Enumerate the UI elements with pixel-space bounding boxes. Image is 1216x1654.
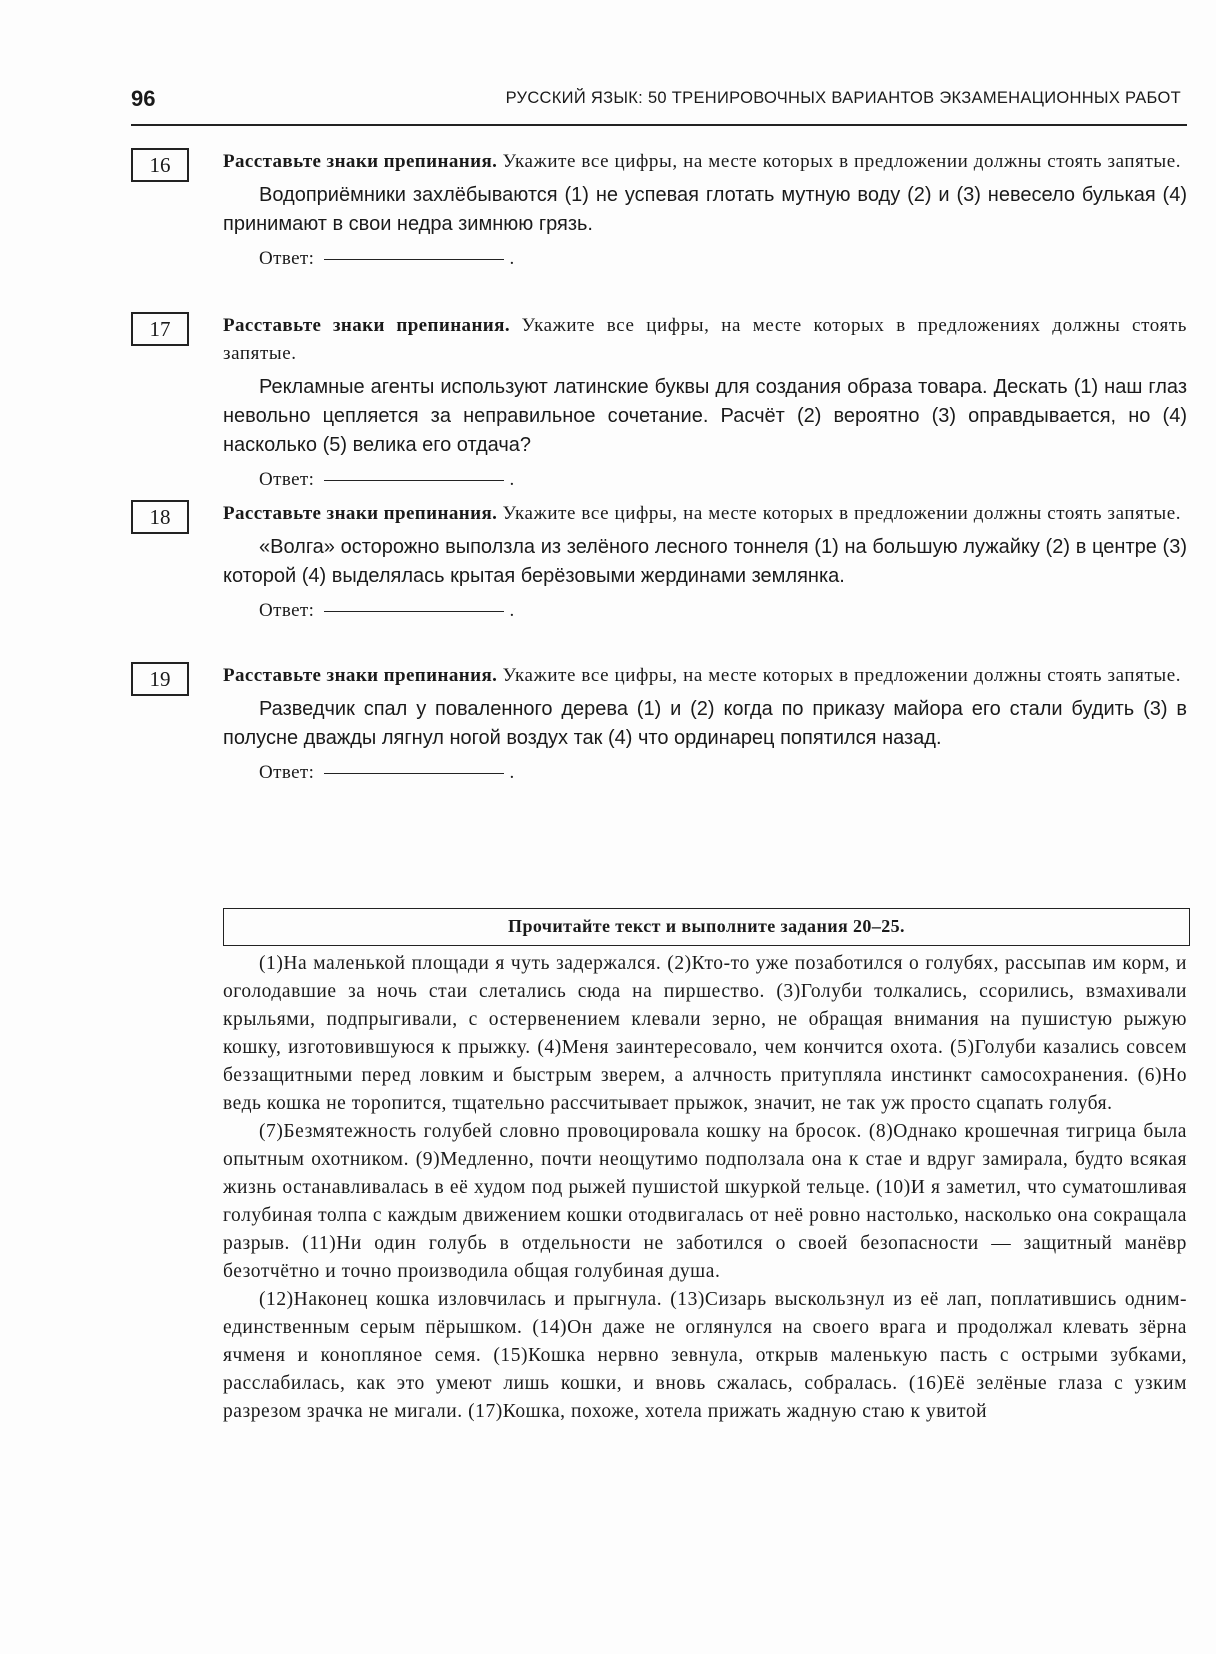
answer-end: .	[509, 762, 515, 783]
answer-field[interactable]	[324, 772, 504, 774]
page-number: 96	[131, 86, 156, 111]
instruction-rest: Укажите все цифры, на месте которых в предложении должны стоять запятые.	[497, 151, 1182, 172]
task-instruction	[223, 148, 1187, 176]
answer-label: Ответ:	[259, 248, 315, 269]
task-sentence: Разведчик спал у поваленного дерева (1) и (2) когда по приказу майора его стали будить (3) в полусне дважды лягнул ногой воздух так (4) что ординарец попятился назад.	[223, 698, 1187, 749]
answer-label: Ответ:	[259, 600, 315, 621]
instruction-bold: Расставьте знаки препинания.	[223, 151, 498, 172]
page-header	[131, 84, 1187, 126]
answer-row	[259, 469, 1187, 491]
task-number: 17	[131, 312, 189, 346]
answer-end: .	[509, 469, 515, 490]
reading-text	[223, 950, 1187, 1426]
answer-field[interactable]	[324, 610, 504, 612]
answer-label: Ответ:	[259, 469, 315, 490]
answer-end: .	[509, 600, 515, 621]
task-sentence: «Волга» осторожно выползла из зелёного лесного тоннеля (1) на большую лужайку (2) в центре (3) которой (4) выделялась крытая берёзовыми жердинами землянка.	[223, 536, 1187, 587]
task-instruction	[223, 500, 1187, 528]
answer-end: .	[509, 248, 515, 269]
answer-label: Ответ:	[259, 762, 315, 783]
book-title: РУССКИЙ ЯЗЫК: 50 ТРЕНИРОВОЧНЫХ ВАРИАНТОВ ЭКЗАМЕНАЦИОННЫХ РАБОТ	[505, 89, 1181, 107]
task-19	[131, 662, 1187, 784]
task-17	[131, 312, 1187, 491]
reading-paragraph: (12)Наконец кошка изловчилась и прыгнула. (13)Сизарь выскользнул из её лап, поплатившись одним-единственным серым пёрышком. (14)Он даже не оглянулся на своего врага и продолжал клевать зёрна ячменя и конопляное семя. (15)Кошка нервно зевнула, открыв маленькую пасть с острыми зубками, расслабилась, как это умеют лишь кошки, и вновь сжалась, собралась. (16)Её зелёные глаза с узким разрезом зрачка не мигали. (17)Кошка, похоже, хотела прижать жадную стаю к увитой	[223, 1289, 1187, 1422]
instruction-bold: Расставьте знаки препинания.	[223, 665, 498, 686]
instruction-rest: Укажите все цифры, на месте которых в предложении должны стоять запятые.	[497, 665, 1182, 686]
reading-paragraph: (7)Безмятежность голубей словно провоцировала кошку на бросок. (8)Однако крошечная тигрица была опытным охотником. (9)Медленно, почти неощутимо подползала она к стае и вдруг замирала, будто всякая жизнь останавливалась в её худом под рыжей пушистой шкуркой тельце. (10)И я заметил, что суматошливая голубиная толпа с каждым движением кошки отодвигалась от неё ровно настолько, насколько она сокращала разрыв. (11)Ни один голубь в отдельности не заботился о своей безопасности — защитный манёвр безотчётно и точно производила общая голубиная душа.	[223, 1121, 1187, 1282]
task-instruction	[223, 662, 1187, 690]
reading-banner: Прочитайте текст и выполните задания 20–25.	[223, 908, 1190, 946]
task-sentence: Водоприёмники захлёбываются (1) не успевая глотать мутную воду (2) и (3) невесело булькая (4) принимают в свои недра зимнюю грязь.	[223, 184, 1187, 235]
task-number: 18	[131, 500, 189, 534]
task-number: 19	[131, 662, 189, 696]
instruction-rest: Укажите все цифры, на месте которых в предложениях должны стоять запятые.	[223, 315, 1187, 364]
answer-row	[259, 600, 1187, 622]
task-instruction	[223, 312, 1187, 368]
task-18	[131, 500, 1187, 622]
instruction-bold: Расставьте знаки препинания.	[223, 315, 510, 336]
instruction-rest: Укажите все цифры, на месте которых в предложении должны стоять запятые.	[497, 503, 1182, 524]
task-number: 16	[131, 148, 189, 182]
instruction-bold: Расставьте знаки препинания.	[223, 503, 498, 524]
answer-row	[259, 248, 1187, 270]
task-16	[131, 148, 1187, 270]
reading-paragraph: (1)На маленькой площади я чуть задержался. (2)Кто-то уже позаботился о голубях, рассыпав им корм, и оголодавшие за ночь стаи слетались сюда на пиршество. (3)Голуби толкались, ссорились, взмахивали крыльями, подпрыгивали, с остервенением клевали зерно, не обращая внимания на пушистую рыжую кошку, изготовившуюся к прыжку. (4)Меня заинтересовало, чем кончится охота. (5)Голуби казались совсем беззащитными перед ловким и быстрым зверем, а алчность притупляла инстинкт самосохранения. (6)Но ведь кошка не торопится, тщательно рассчитывает прыжок, значит, не так уж просто сцапать голубя.	[223, 953, 1187, 1114]
answer-row	[259, 762, 1187, 784]
task-sentence: Рекламные агенты используют латинские буквы для создания образа товара. Дескать (1) наш глаз невольно цепляется за неправильное сочетание. Расчёт (2) вероятно (3) оправдывается, но (4) насколько (5) велика его отдача?	[223, 376, 1187, 456]
answer-field[interactable]	[324, 479, 504, 481]
answer-field[interactable]	[324, 258, 504, 260]
